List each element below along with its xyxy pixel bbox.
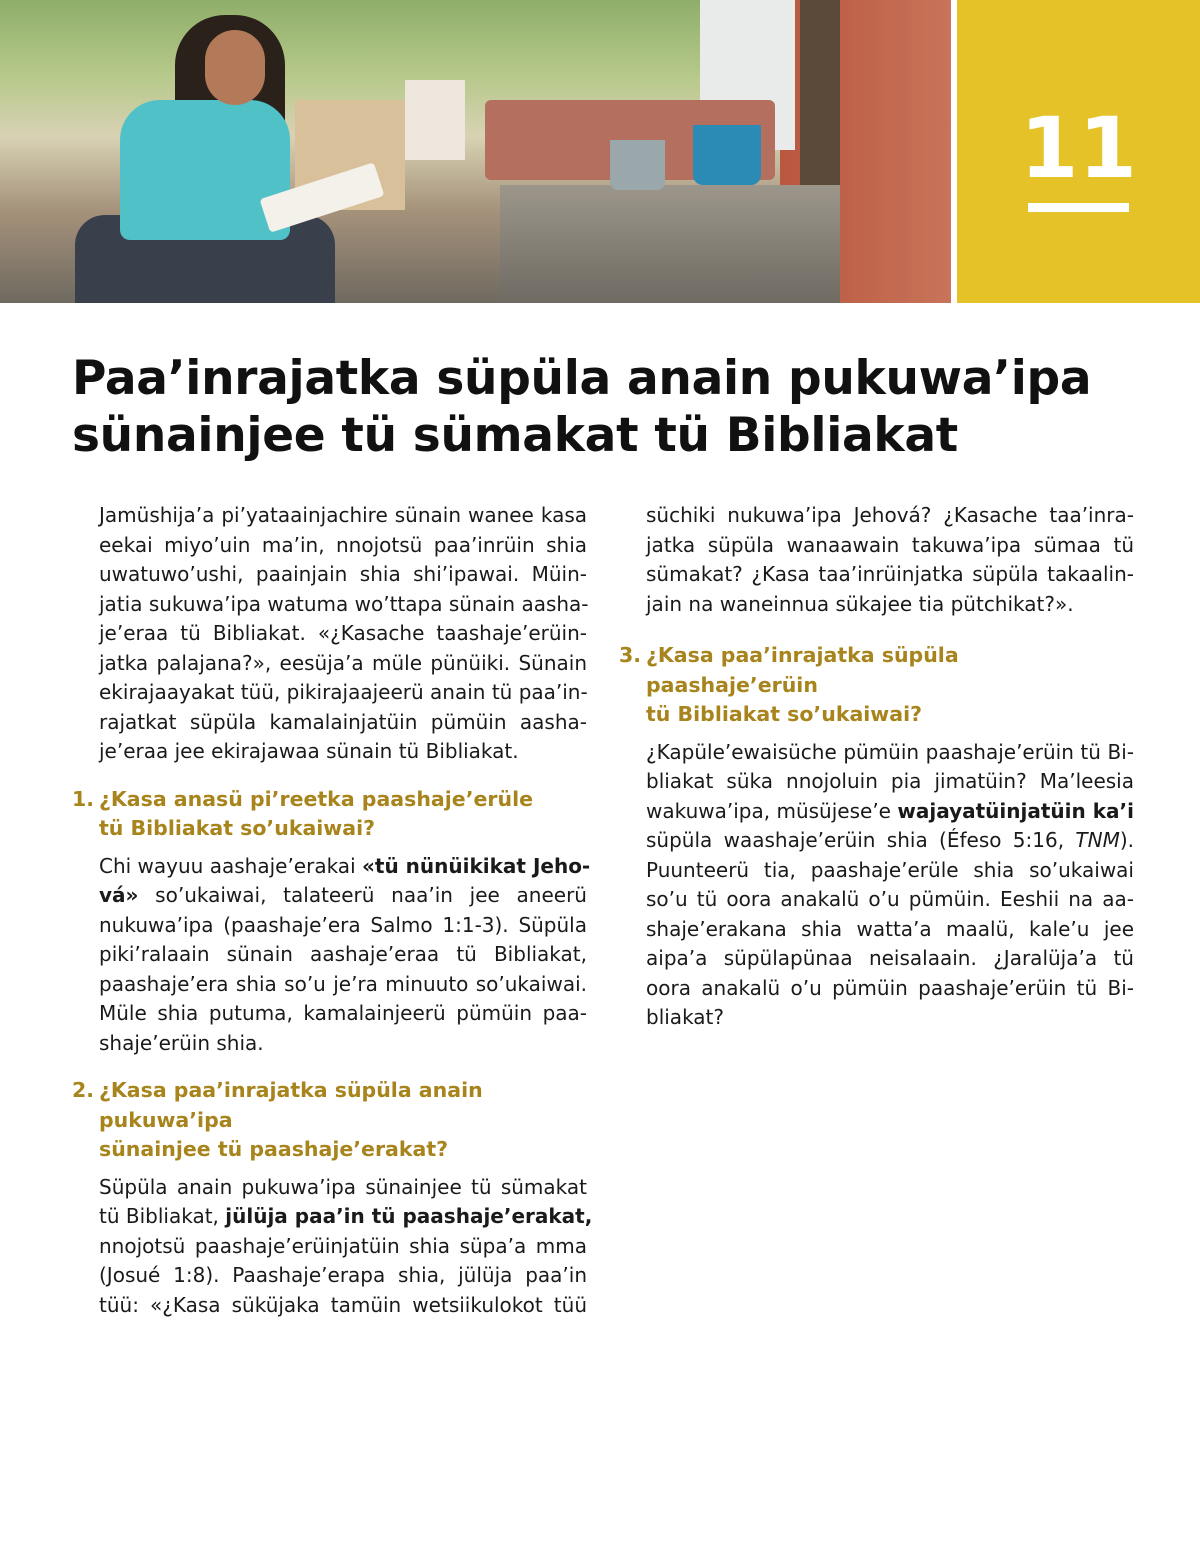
text-line	[646, 531, 1134, 561]
text-run: (Josué 1:8). Paashaje’erapa shia, jülüja paa’in	[99, 1263, 587, 1287]
text-line	[99, 970, 587, 1000]
text-run: Süpüla anain pukuwa’ipa sünainjee tü sümakat	[99, 1174, 587, 1199]
text-line	[99, 1291, 587, 1321]
text-run: eekai miyo’uin ma’in, nnojotsü paa’inrüin shia	[99, 532, 587, 557]
text-line	[99, 649, 587, 679]
text-line	[646, 974, 1134, 1004]
answer-paragraph-2-continued	[646, 501, 1134, 619]
text-line	[99, 852, 591, 882]
text-line	[646, 767, 1134, 797]
text-run: Puunteerü tia, paashaje’erüle shia so’ukaiwai	[646, 857, 1134, 882]
bold-text: jülüja paa’in tü paashaje’erakat,	[225, 1204, 593, 1228]
text-line	[646, 885, 1134, 915]
question-line: ¿Kasa paa’inrajatka süpüla paashaje’erüin	[646, 643, 959, 697]
bold-text: vá»	[99, 883, 139, 907]
text-line	[99, 531, 587, 561]
text-line	[99, 881, 587, 911]
text-run: piki’ralaain sünain aashaje’eraa tü Bibliakat,	[99, 942, 587, 966]
text-run: so’u tü oora anakalü o’u pümüin. Eeshii na aa-	[646, 887, 1134, 911]
text-run: Chi wayuu aashaje’erakai	[99, 853, 362, 878]
title-line: Paa’inrajatka süpüla anain pukuwa’ipa	[72, 351, 1092, 406]
text-line	[99, 590, 587, 620]
text-line	[646, 560, 1134, 590]
text-line	[99, 737, 587, 767]
text-line	[646, 944, 1134, 974]
text-line	[99, 678, 587, 708]
text-run: jatka palajana?», eesüja’a müle pünüiki. Sünain	[99, 650, 587, 675]
woman-shirt	[120, 100, 290, 240]
chapter-underline	[1028, 203, 1129, 212]
intro-paragraph	[99, 501, 587, 767]
text-line	[646, 797, 1134, 827]
chapter-badge	[957, 0, 1200, 303]
question-3	[619, 641, 1134, 730]
question-number: 3.	[619, 643, 642, 667]
text-line	[99, 619, 587, 649]
text-run: rajatkat süpüla kamalainjatüin pümüin aasha-	[99, 709, 587, 734]
text-line	[646, 856, 1134, 886]
page-title	[72, 350, 1172, 464]
text-run: ¿Kapüle’ewaisüche pümüin paashaje’erüin tü Bi-	[646, 739, 1134, 764]
text-run: nnojotsü paashaje’erüinjatüin shia süpa’a mma	[99, 1233, 587, 1258]
text-line	[99, 940, 587, 970]
column-right	[619, 501, 1134, 1033]
text-line	[99, 1029, 587, 1059]
text-line	[646, 915, 1134, 945]
header-photo	[0, 0, 951, 303]
title-line: sünainjee tü sümakat tü Bibliakat	[72, 408, 958, 463]
text-run: jatka süpüla wanaawain takuwa’ipa sümaa tü	[646, 532, 1134, 557]
question-line: sünainjee tü paashaje’erakat?	[99, 1137, 449, 1161]
text-run: je’eraa tü Bibliakat. «¿Kasache taashaje’erüin-	[99, 621, 587, 645]
text-run: uwatuwo’ushi, paainjain shia shi’ipawai. Müin-	[99, 562, 587, 586]
bold-text: wajayatüinjatüin ka’i	[897, 798, 1134, 823]
text-run: shaje’erakana shia watta’a maalü, kale’u jee	[646, 916, 1134, 941]
text-run: jatia sukuwa’ipa watuma wo’ttapa sünain aasha-	[99, 591, 589, 616]
woman-face	[205, 30, 265, 105]
text-line	[646, 1003, 1134, 1033]
answer-paragraph-2	[99, 1173, 593, 1321]
text-line	[99, 560, 587, 590]
text-run: je’eraa jee ekirajawaa sünain tü Bibliakat.	[99, 739, 519, 763]
text-run: so’ukaiwai, talateerü naa’in jee aneerü	[138, 883, 587, 907]
chapter-number: 11	[1020, 99, 1137, 197]
text-line	[99, 501, 587, 531]
text-run: shaje’erüin shia.	[99, 1030, 264, 1055]
text-run: bliakat?	[646, 1005, 725, 1029]
text-line	[99, 708, 587, 738]
text-run: ekirajaayakat tüü, pikirajaajeerü anain tü paa’in-	[99, 680, 588, 704]
answer-paragraph-3	[646, 738, 1134, 1033]
text-run: paashaje’era shia so’u je’ra minuuto so’ukaiwai.	[99, 971, 587, 996]
text-run: tüü: «¿Kasa süküjaka tamüin wetsiikulokot tüü	[99, 1292, 587, 1317]
italic-text: TNM	[1075, 828, 1120, 852]
text-run: aipa’a süpülapünaa neisalaain. ¿Jaralüja’a tü	[646, 946, 1134, 970]
hanging-cloth	[405, 80, 465, 160]
bold-text: «tü nünüikikat Jeho-	[361, 853, 591, 878]
text-line	[99, 1173, 587, 1203]
text-run: oora anakalü o’u pümüin paashaje’erüin tü Bi-	[646, 975, 1134, 1000]
question-line: ¿Kasa paa’inrajatka süpüla anain pukuwa’ipa	[99, 1078, 483, 1132]
text-run: sümakat? ¿Kasa taa’inrüinjatka süpüla takaalin-	[646, 562, 1134, 586]
question-2	[72, 1076, 587, 1165]
question-1	[72, 785, 587, 844]
text-line	[99, 1232, 587, 1262]
question-number: 2.	[72, 1078, 95, 1102]
text-run: ).	[1119, 828, 1134, 852]
text-run: tü Bibliakat,	[99, 1204, 226, 1228]
text-run: Jamüshija’a pi’yataainjachire sünain wanee kasa	[99, 503, 587, 527]
text-line	[646, 738, 1134, 768]
text-run: süpüla waashaje’erüin shia (Éfeso 5:16,	[646, 828, 1076, 852]
question-line: tü Bibliakat so’ukaiwai?	[646, 702, 922, 726]
question-line: tü Bibliakat so’ukaiwai?	[99, 816, 375, 840]
stone-sink-base	[500, 185, 840, 303]
text-run: jain na waneinnua sükajee tia pütchikat?».	[646, 591, 1074, 616]
text-line	[99, 1261, 587, 1291]
text-line	[646, 590, 1134, 620]
question-number: 1.	[72, 786, 95, 811]
text-run: bliakat süka nnojoluin pia jimatüin? Ma’leesia	[646, 769, 1134, 793]
text-line	[99, 999, 587, 1029]
answer-paragraph-1	[99, 852, 591, 1059]
text-run: Müle shia putuma, kamalainjeerü pümüin paa-	[99, 1001, 587, 1025]
bucket	[693, 125, 761, 185]
bucket	[610, 140, 665, 190]
text-line	[99, 911, 587, 941]
text-run: wakuwa’ipa, müsüjese’e	[646, 798, 898, 823]
text-run: süchiki nukuwa’ipa Jehová? ¿Kasache taa’inra-	[646, 503, 1134, 527]
text-line	[99, 1202, 593, 1232]
column-left	[72, 501, 593, 1320]
text-run: nukuwa’ipa (paashaje’era Salmo 1:1-3). Süpüla	[99, 912, 587, 937]
text-line	[646, 826, 1134, 856]
text-line	[646, 501, 1134, 531]
question-line: ¿Kasa anasü pi’reetka paashaje’erüle	[99, 786, 534, 811]
